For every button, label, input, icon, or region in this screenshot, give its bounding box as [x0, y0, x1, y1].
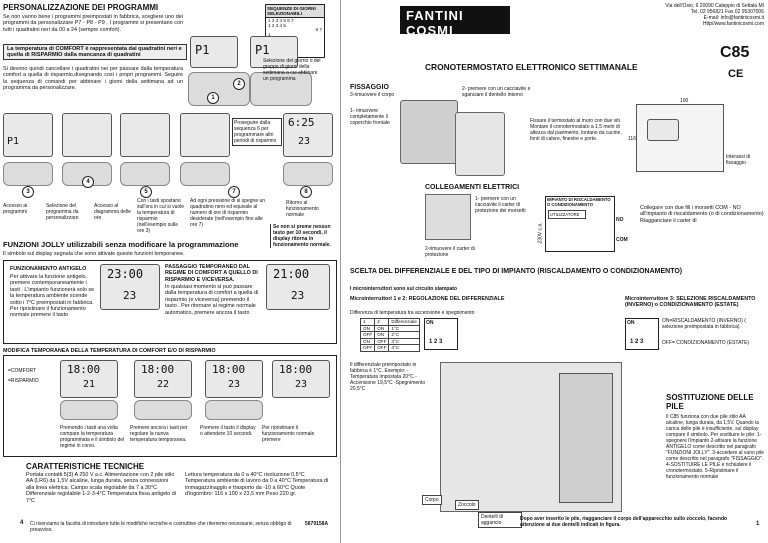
brand-tagline: THE ITALIAN TECHNOLOGY [422, 38, 483, 43]
lcd-temp: 23 [291, 289, 305, 302]
lcd-time: 18:00 [212, 363, 246, 376]
table-cell: ON [361, 325, 375, 332]
lcd-program: P1 [255, 43, 270, 57]
table-cell: OFF [375, 338, 389, 345]
lcd-display-time [283, 113, 333, 157]
table-cell: ON [361, 338, 375, 345]
lcd-temp: 23 [123, 289, 137, 302]
thermostat-keypad [3, 162, 53, 186]
col-step2: 2-rimuovere il carter di protezione [425, 246, 475, 258]
seq-row: 1 2 3 4 5 [268, 22, 286, 28]
address-block [620, 3, 764, 27]
fix-step1: 1- rimuovere completamente il coperchio frontale [350, 108, 390, 126]
mod-caption-4: Per ripristinare il funzionamento normale premere [262, 425, 315, 443]
page-number: 1 [756, 521, 760, 527]
lcd-time: 6:25 [288, 116, 315, 129]
brand-name: FANTINI COSMI [406, 8, 464, 38]
lcd-temp: 23 [295, 379, 308, 390]
mod-caption-2: Premere ancora i tasti per regolare la nuova temperatura temporanea. [130, 425, 188, 443]
caratt-title: CARATTERISTICHE TECNICHE [26, 462, 145, 471]
table-cell: 4°C [389, 345, 419, 352]
sequence-title: SEQUENZE DI GIORNI SELEZIONABILI [266, 5, 324, 18]
dip-on-label: ON [426, 320, 434, 326]
thermostat-body-illustration [400, 100, 458, 164]
diff-example: Il differenziale preimpostato in fabbrica è 1°C. Esempio: -Temperatura impostata 20°C -Accensione 19,5°C -Spegnimento 20,5°C [350, 362, 426, 392]
collegamenti-title: COLLEGAMENTI ELETTRICI [425, 184, 520, 191]
table-header: Differenziale [389, 319, 419, 326]
lcd-time: 18:00 [67, 363, 101, 376]
lcd-program: P1 [7, 136, 20, 147]
impianto-label: IMPIANTO DI RISCALDAMENTO O CONDIZIONAMENTO [547, 197, 611, 207]
table-cell: 1°C [389, 325, 419, 332]
lcd-mod [205, 360, 263, 398]
legend-comfort: =COMFORT [8, 368, 37, 374]
para2-text: Si devono quindi cancellare i quadratini nei per passare dalla temperatura comfort a quella di risparmio,disegnando così i propri programmi. Seguire la sequenza di comandi per abbinare i giorni della settimana ad un programma da personalizzare. [3, 66, 183, 92]
lcd-display-p1 [190, 36, 238, 68]
thermostat-keypad [120, 162, 170, 186]
left-title: PERSONALIZZAZIONE DEI PROGRAMMI [3, 3, 159, 12]
differential-table [360, 318, 420, 352]
prosegue-note: Proseguire dalla sequenza 6 per programmare altri periodi di risparmio [232, 118, 282, 146]
lcd-passaggio [266, 264, 330, 310]
table-row [361, 345, 420, 352]
mod-caption-1: Premendo i tasti una volta compare la temperatura programmata e il simbolo del regime in corso. [60, 425, 125, 449]
wiring-diagram [545, 196, 628, 252]
dip-on-label: ON [627, 320, 635, 326]
sostituzione-title: SOSTITUZIONE DELLE PILE [666, 393, 754, 411]
fix-step2: 2- premere con un cacciavite e sganciare il dentello interno [462, 86, 531, 98]
corpo-label: Corpo [422, 495, 442, 505]
comfort-banner: La temperatura di COMFORT è rappresentata dai quadratini neri e quella di RISPARMIO dalla mancanza di quadratini [3, 44, 187, 60]
ce-mark: CE [728, 68, 744, 80]
table-cell: OFF [361, 332, 375, 339]
lcd-time: 18:00 [279, 363, 313, 376]
dip-switch-1 [424, 318, 458, 350]
step-marker: 4 [82, 176, 94, 188]
step-marker: 8 [300, 186, 312, 198]
step-marker: 3 [22, 186, 34, 198]
thermostat-keypad [205, 400, 263, 420]
jolly-title: FUNZIONI JOLLY utilizzabili senza modificare la programmazione [3, 240, 239, 249]
dip-numbers: 1 2 3 [429, 339, 443, 345]
interassi-label: Interassi di fissaggio [726, 154, 751, 166]
scelta-title: SCELTA DEL DIFFERENZIALE E DEL TIPO DI IMPIANTO (RISCALDAMENTO O CONDIZIONAMENTO) [350, 268, 683, 275]
table-cell: ON [375, 325, 389, 332]
step-marker: 5 [140, 186, 152, 198]
caption-nonpreme: Se non si preme nessun tasto per 10 secondi, il display ritorna in funzionamento normale. [270, 224, 335, 248]
address-line: E-mail: info@fantinicosmi.it [703, 15, 764, 21]
caption-ritorno: Ritorno al funzionamento normale [286, 200, 319, 218]
passaggio-text: In qualsiasi momento si può passare dalla temperatura di comfort a quella di risparmio (e viceversa) premendo il tasto . Per ritornare al regime normale automatico, premere ancora il tasto [165, 284, 259, 316]
antigelo-title: FUNZIONAMENTO ANTIGELO [10, 266, 87, 272]
seq-row: 1 2 3 4 5 6 7 [268, 18, 294, 23]
com-terminal: COM [616, 237, 628, 243]
caption-diagramma: Accesso al diagramma delle ore [94, 203, 131, 221]
table-header: 2 [375, 319, 389, 326]
thermostat-dimension-drawing [636, 104, 724, 172]
antigelo-text: Per attivare la funzione antigelo, premere contemporaneamente i tasti . L'impianto funzionerà solo se la temperatura ambiente scende sotto i 7°C preimpostati in fabbrica. Per ripristinare il funzionamento normale premere il tasto [10, 274, 95, 319]
fix-step3: 3-rimuovere il corpo [350, 92, 395, 98]
lcd-temp: 23 [228, 379, 241, 390]
select-note: Selezione del giorno o del gruppo di giorni della settimana a cui abbinare un programma [263, 58, 321, 82]
dentelli-label: Dentelli di aggancio [478, 512, 522, 528]
sostituzione-text: Il C85 funziona con due pile stilo AA alcaline, lunga durata, da 1,5V. Quando la carica delle pile è insufficiente, sul display compare il simbolo. Per sostituire le pile: 1-spegnere l'impianto 2-attivare la funzione ANTIGELO come descritto nel paragrafo "FUNZIONI JOLLY". 3-accedere al vano pile come descritto nel paragrafo "FISSAGGIO". 4-SOSTITUIRE LE PILE e richiudere il cronotermostato. 5-Ripristinare il funzionamento normale [666, 414, 764, 480]
step-marker: 1 [207, 92, 219, 104]
lcd-time: 23:00 [107, 267, 144, 281]
step-marker: 2 [233, 78, 245, 90]
lcd-temp: 23 [298, 136, 311, 147]
caratt-right: Lettura temperatura da 0 a 40°C risoluzione 0,5°C Temperatura ambiente di lavoro da 0 a 40°C Temperatura di immagazzinaggio e trasporto da -10 a 60°C Quote d'ingombro: 116 x 100 x 23,5 mm Peso 220 gr. [185, 472, 329, 498]
mod-caption-3: Premere il tasto il display o attendere 10 secondi. [200, 425, 256, 437]
footer-page: 4 [20, 520, 24, 526]
address-line: Via dell'Osio, 6 20090 Caleppio di Settala MI [665, 3, 764, 9]
voltage-label: 230V c.a. [537, 222, 544, 244]
caratt-left: Portata contatti 5(3) A 250 V a.c. Alimentazione con 2 pile stilo AA (LR6) da 1,5V alcaline, lunga durata, senza connessioni alla linea elettrica. Campo scala regolabile da 7 a 30°C Differenziale regolabile 1-2-3-4°C Temperatura fissa antigelo di 7°C [26, 472, 176, 504]
page-divider [340, 0, 341, 543]
table-cell: OFF [361, 345, 375, 352]
product-title: CRONOTERMOSTATO ELETTRONICO SETTIMANALE [425, 62, 638, 72]
micro3-title: Microinterruttore 3: SELEZIONE RISCALDAMENTO (INVERNO) o CONDIZIONAMENTO (ESTATE) [625, 296, 756, 309]
footer-code: 5679158A [305, 521, 329, 527]
table-cell: OFF [375, 345, 389, 352]
bottom-note: Dopo aver inserito le pile, riagganciare il corpo dell'apparecchio sullo zoccolo, facendo attenzione ai due dentelli indicati in figura. [520, 516, 728, 528]
thermostat-keypad [283, 162, 333, 186]
lcd-temp: 22 [157, 379, 170, 390]
zoccolo-label: Zoccolo [455, 500, 479, 510]
lcd-temp: 21 [83, 379, 96, 390]
lcd-display [120, 113, 170, 157]
lcd-time: 18:00 [141, 363, 175, 376]
legend-risparmio: =RISPARMIO [8, 378, 39, 384]
no-terminal: NO [616, 217, 624, 223]
on-label: ON=RISCALDAMENTO (INVERNO) ( selezione preimpostata in fabbrica) [662, 318, 746, 330]
passaggio-title: PASSAGGIO TEMPORANEO DAL REGIME DI COMFORT A QUELLO DI RISPARMIO E VICEVERSA. [165, 264, 258, 283]
lcd-display [180, 113, 230, 157]
collegare-text: Collegare con due fili i morsetti COM - NO all'impianto di riscaldamento (o di condizionamento) Riagganciare il carter di [640, 205, 764, 224]
address-line: Http//www.fantinicosmi.com [702, 21, 764, 27]
modifica-title: MODIFICA TEMPORANEA DELLA TEMPERATURA DI COMFORT E/O DI RISPARMIO [3, 348, 216, 354]
caption-tasti: Con i tasti spostarsi sull'ora in cui si vuole la temperatura di risparmio (nell'esempio sulle ore 3) [137, 198, 185, 234]
micro12-subtitle: Differenza di temperatura tra accensione e spegnimento [350, 310, 475, 316]
table-cell: 3°C [389, 338, 419, 345]
table-cell: 2°C [389, 332, 419, 339]
address-line: Tel. 02 956821 Fax 02 95307006 [690, 9, 764, 15]
micro-note: I microinterruttori sono sul circuito stampato [350, 286, 457, 292]
terminal-cover-illustration [425, 194, 471, 240]
dim-100: 100 [680, 98, 689, 104]
lcd-time: 21:00 [273, 267, 310, 281]
lcd-display [62, 113, 112, 157]
table-cell: ON [375, 332, 389, 339]
lcd-mod [60, 360, 118, 398]
lcd-mod [272, 360, 330, 398]
jolly-subtitle: Il simbolo sul display segnala che sono attivate queste funzioni temporanee. [3, 251, 185, 257]
footer-text: Ci riserviamo la facoltà di introdurre tutte le modifiche tecniche e costruttive che riterremo necessarie, senza obbligo di preavviso. [30, 521, 292, 533]
lcd-antigelo [100, 264, 160, 310]
dip-numbers: 1 2 3 [630, 339, 644, 345]
caption-selezione: Selezione del programma da personalizzare [46, 203, 79, 221]
micro12-title: Microinterruttori 1 e 2: REGOLAZIONE DEL DIFFERENZIALE [350, 296, 505, 302]
brand-logo [400, 6, 510, 43]
caption-accesso: Accesso ai programmi [3, 203, 28, 215]
fix-text: Fissare il termostato al muro con due viti. Montare il cronotermostato a 1,5 metri di altezza dal pavimento, lontano da cucine, fonti di calore, finestre e porte. [530, 118, 622, 142]
off-label: OFF= CONDIZIONAMENTO (ESTATE) [662, 340, 750, 346]
model-name: C85 [720, 44, 750, 61]
col-step1: 1- premere con un cacciavite il carter di protezione dei morsetti [475, 196, 526, 214]
thermostat-keypad [60, 400, 118, 420]
intro-text: Se non vanno bene i programmi preimpostati in fabbrica, scegliere uno dei programmi da personalizzare P7 - P8 - P9 . I programmi si presentano con tutti i quadratini neri da 00 a 24 (sempre comfort). [3, 14, 183, 33]
step-marker: 7 [228, 186, 240, 198]
thermostat-keypad [134, 400, 192, 420]
dip-switch-2 [625, 318, 659, 350]
fissaggio-title: FISSAGGIO [350, 84, 389, 91]
utilizzatore-label: UTILIZZATORE [548, 210, 586, 219]
lcd-mod [134, 360, 192, 398]
lcd-program: P1 [195, 43, 210, 57]
table-header: 1 [361, 319, 375, 326]
thermostat-base-illustration [455, 112, 505, 176]
dim-116: 116 [628, 136, 636, 142]
thermostat-keypad [180, 162, 230, 186]
lcd-display [3, 113, 53, 157]
seq-row: 1 [268, 31, 271, 37]
battery-compartment-illustration [440, 362, 622, 512]
caption-pressione: Ad ogni pressione di si spegne un quadratino nero ed equivale al numero di ore di risparmio desiderate (nell'esempio fino alle ore 7) [190, 198, 266, 228]
seq-row: 6 7 [315, 27, 322, 32]
